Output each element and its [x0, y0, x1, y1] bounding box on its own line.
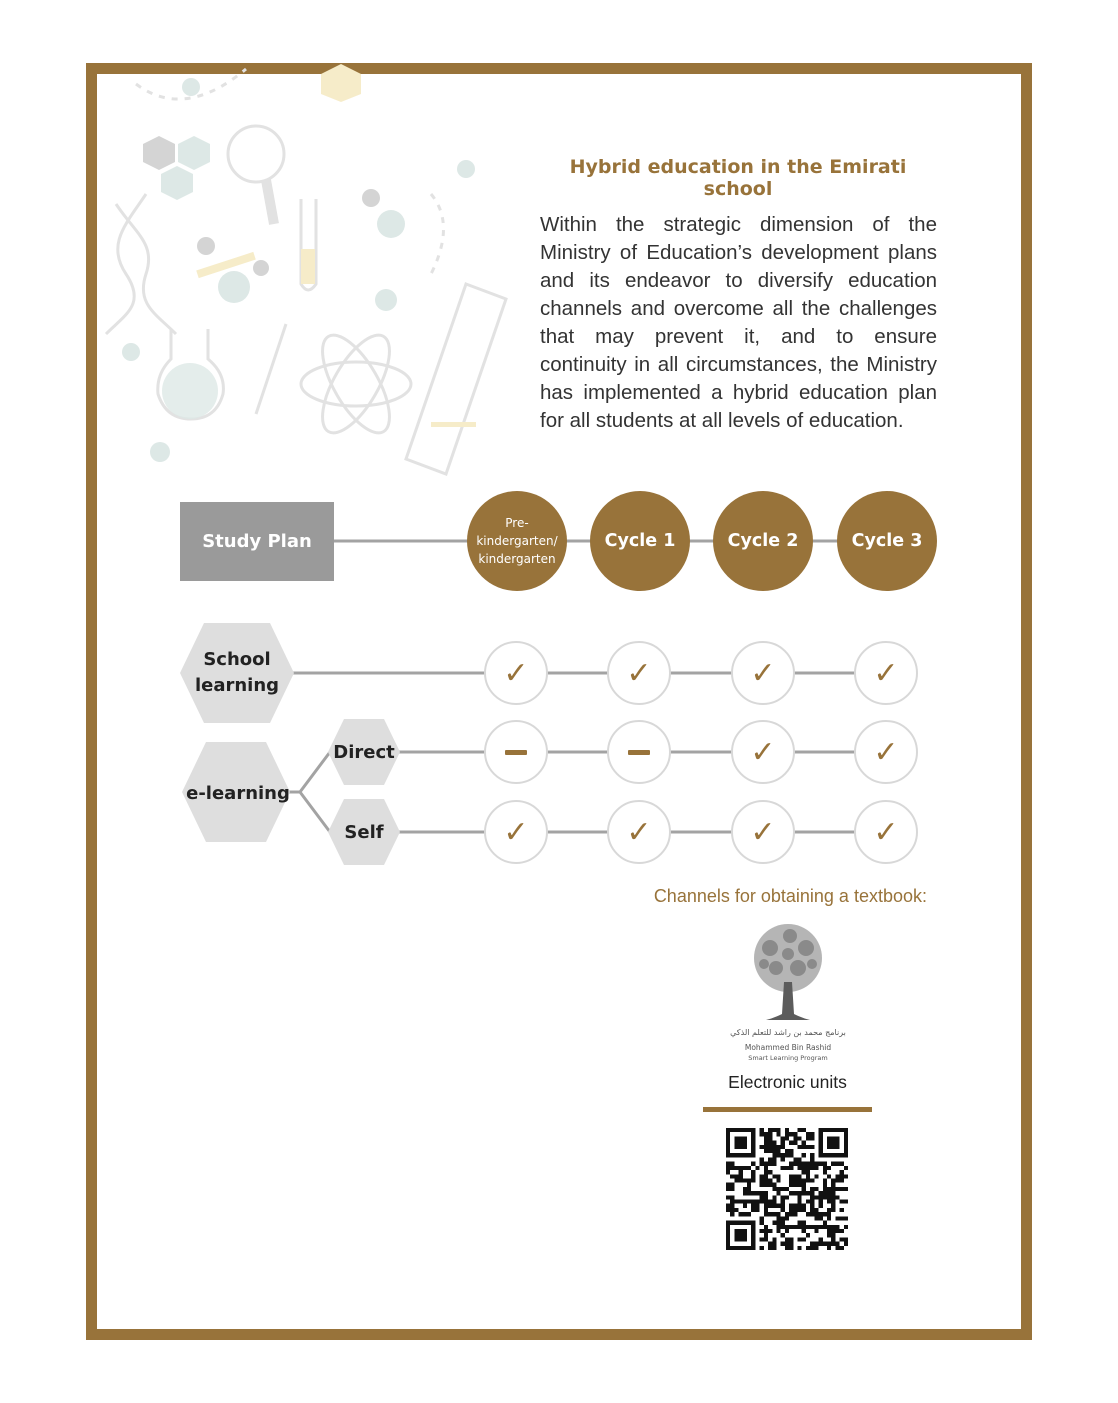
school-learning-label-line2: learning — [194, 675, 280, 696]
school-learning-check-mark-3: ✓ — [731, 641, 795, 705]
direct-check-mark-3: ✓ — [731, 720, 795, 784]
level-cycle-3: Cycle 3 — [837, 491, 937, 591]
electronic-units-label: Electronic units — [728, 1072, 847, 1092]
direct-dash-mark-2 — [607, 720, 671, 784]
elearning-branch-connector — [300, 752, 330, 832]
divider-rule — [703, 1107, 872, 1112]
level-cycle-2: Cycle 2 — [713, 491, 813, 591]
logo-english-line2: Smart Learning Program — [748, 1054, 828, 1062]
level-prekindergarten — [467, 491, 567, 591]
self-check-mark-2: ✓ — [607, 800, 671, 864]
intro-paragraph: Within the strategic dimension of the Ministry of Education’s development plans and its endeavor to diversify education channels and overcome all the challenges that may prevent it, and to ensure continuity in all circumstances, the Ministry has implemented a hybrid education plan for all students at all levels of education. — [540, 213, 937, 432]
direct-check-mark-4: ✓ — [854, 720, 918, 784]
level-cycle-1: Cycle 1 — [590, 491, 690, 591]
school-learning-check-mark-4: ✓ — [854, 641, 918, 705]
page-title: Hybrid education in the Emirati school — [569, 156, 907, 200]
smart-learning-logo — [730, 918, 846, 1066]
qr-code[interactable] — [726, 1128, 848, 1250]
direct-label: Direct — [333, 741, 395, 763]
school-learning-label-line1: School — [203, 649, 271, 670]
channels-label: Channels for obtaining a textbook: — [653, 886, 927, 906]
school-learning-check-mark-1: ✓ — [484, 641, 548, 705]
logo-english-line1: Mohammed Bin Rashid — [744, 1043, 832, 1052]
self-check-mark-1: ✓ — [484, 800, 548, 864]
level-prekindergarten-line1: Pre- — [505, 516, 529, 530]
elearning-label: e-learning — [186, 782, 290, 804]
level-prekindergarten-line2: kindergarten/ — [476, 534, 558, 548]
dash-icon — [628, 750, 650, 755]
dash-icon — [505, 750, 527, 755]
self-check-mark-4: ✓ — [854, 800, 918, 864]
study-plan-box: Study Plan — [180, 502, 334, 581]
self-label: Self — [344, 821, 384, 843]
logo-arabic-text: برنامج محمد بن راشد للتعلم الذكي — [730, 1028, 846, 1037]
self-check-mark-3: ✓ — [731, 800, 795, 864]
school-learning-check-mark-2: ✓ — [607, 641, 671, 705]
direct-dash-mark-1 — [484, 720, 548, 784]
school-learning-label — [180, 640, 294, 706]
level-prekindergarten-line3: kindergarten — [478, 552, 556, 566]
